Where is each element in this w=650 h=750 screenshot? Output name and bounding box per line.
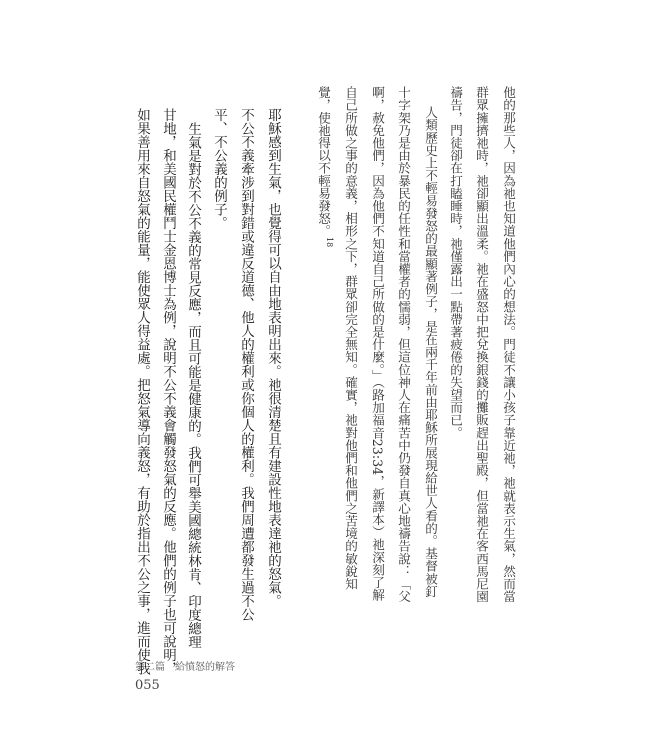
quote-line: 十字架乃是由於暴民的任性和當權者的懦弱，但這位神人在痛苦中仍發自真心地禱告說：「父: [396, 86, 411, 603]
quote-line: 他的那些人，因為祂也知道他們內心的想法。門徒不讓小孩子靠近祂，祂就表示生氣，然而當: [501, 86, 516, 603]
quote-line: 群眾擁擠祂時，祂卻顯出溫柔。祂在盛怒中把兌換銀錢的攤販趕出聖殿，但當祂在客西馬尼園: [474, 86, 489, 603]
quote-line: 啊，赦免他們，因為他們不知道自己所做的是什麼。」（路加福音23:34，新譯本）祂深刻了解: [370, 86, 385, 602]
body-line: 生氣是對於不公不義的常見反應，而且可能是健康的。我們可舉美國總統林肯、印度總理: [185, 122, 201, 649]
quote-line: 覺，使祂得以不輕易發怒。: [316, 86, 331, 238]
running-footer-section-title: 第二篇 給憤怒的解答: [135, 662, 235, 673]
quote-line: 人類歷史上不輕易發怒的最顯著例子，是在兩千年前由耶穌所展現給世人看的。基督被釘: [423, 106, 438, 598]
quote-line: 自己所做之事的意義，相形之下，群眾卻完全無知。確實，祂對他們和他們之苦境的敏銳知: [343, 86, 358, 590]
footnote-ref: 18: [325, 237, 334, 248]
body-line: 不公不義牽涉到對錯或違反道德、他人的權利或你個人的權利。我們周遭都發生過不公: [238, 108, 254, 621]
page-number: 055: [135, 678, 160, 693]
body-line: 耶穌感到生氣，也覺得可以自由地表明出來。祂很清楚且有建設性地表達祂的怒氣。: [265, 108, 281, 608]
body-line: 甘地，和美國民權鬥士金恩博士為例，說明不公不義會觸發怒氣的反應。他們的例子也可說明，: [160, 108, 176, 675]
quote-line: 禱告，門徒卻在打瞌睡時，祂僅露出一點帶著疲倦的失望而已。: [448, 86, 463, 439]
body-line: 平、不公義的例子。: [211, 108, 227, 230]
quote-line-last: [316, 86, 334, 248]
body-line: 如果善用來自怒氣的能量，能使眾人得益處。把怒氣導向義怒，有助於指出不公之事，進而使我: [134, 108, 150, 675]
